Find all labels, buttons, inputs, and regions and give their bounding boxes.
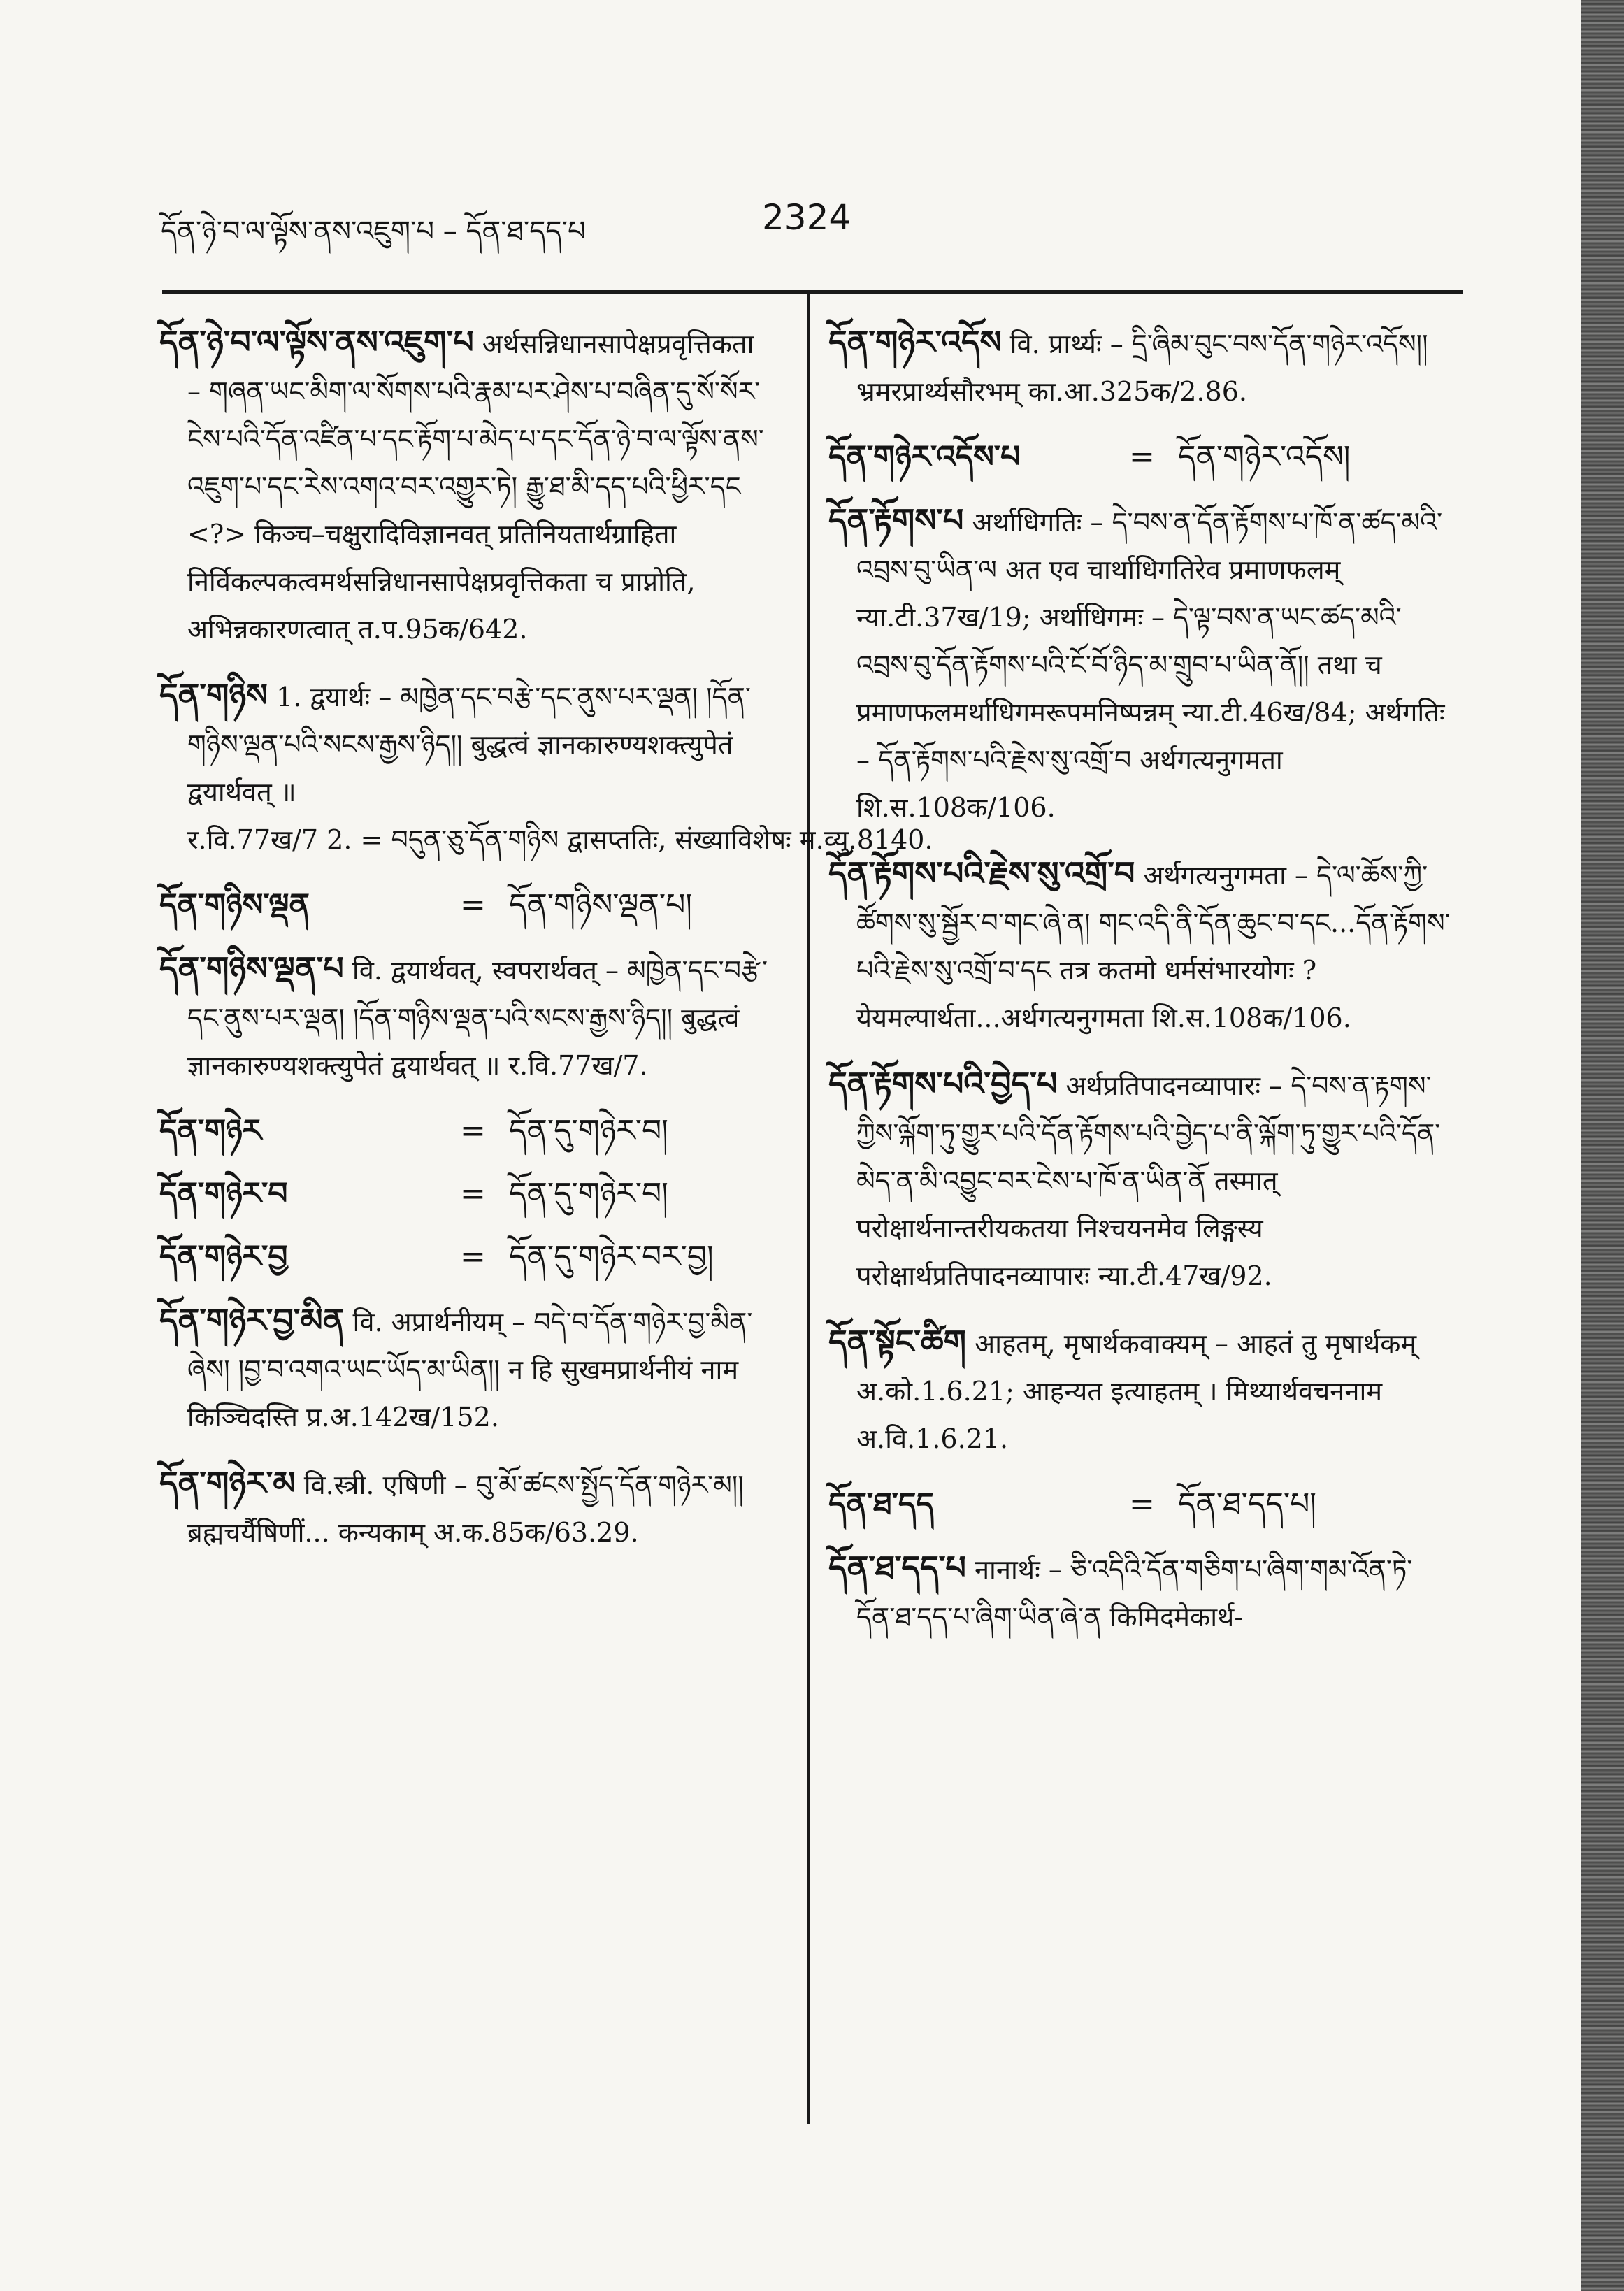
cross-reference-entry (828, 1481, 1451, 1528)
dictionary-entry (828, 1544, 1451, 1641)
entry-reference: प्र.अ.142ख/152. (306, 1402, 499, 1432)
entry-reference: र.वि.77ख/7. (508, 1050, 648, 1081)
equals-sign: = (460, 1239, 486, 1274)
entry-headword: དོན་གཉེར་མ (159, 1464, 296, 1502)
dictionary-entry (828, 849, 1451, 1042)
xref-target: དོན་དུ་གཉེར་བར་བྱ། (509, 1239, 714, 1274)
xref-target: དོན་ཐ་དད་པ། (1178, 1486, 1317, 1522)
equals-sign: = (460, 887, 486, 923)
entry-text: वि. अप्रार्थनीयम् – བདེ་བ་དོན་གཉེར་བྱ་མིན་ཞེས། །བྱ་བ་འགའ་ཡང་ཡོད་མ་ཡིན།། न हि सुखमप्रार्थनीयं नाम किञ्चिदस्ति (187, 1307, 753, 1432)
entry-text: वि.स्त्री. एषिणी – བུ་མོ་ཚངས་སྤྱོད་དོན་གཉེར་མ།། ब्रह्मचर्यैषिणीं... कन्यकाम् (187, 1470, 744, 1548)
dictionary-entry (828, 318, 1451, 415)
entry-text: अर्थसन्निधानसापेक्षप्रवृत्तिकता – གཞན་ཡང་མིག་ལ་སོགས་པའི་རྣམ་པར་ཤེས་པ་བཞིན་དུ་སོ་སོར་ངེས་པའི་དོན་འཛིན་པ་དང་རྟོག་པ་མེད་པ་དང་དོན་ཉེ་བ་ལ་ལྟོས་ནས་འཇུག་པ་དང་རེས་འགའ་བར་འགྱུར་ཏེ། རྒྱུ་ཐ་མི་དད་པའི་ཕྱིར་དང <?> किञ्च–चक्षुरादिविज्ञानवत् प्रतिनियतार्थग्राहिता निर्विकल्पकत्वमर्थसन्निधानसापेक्षप्रवृत्तिकता च प्राप्नोति, अभिन्नकारणत्वात् (187, 329, 764, 645)
cross-reference-entry (159, 1107, 775, 1155)
entry-headword: དོན་ཐ་དད་པ (828, 1549, 966, 1586)
entry-headword: དོན་གཉེར་བྱ (159, 1239, 288, 1274)
cross-reference-entry (159, 1233, 775, 1281)
entry-reference: न्या.टी.47ख/92. (1098, 1261, 1272, 1291)
entry-reference: त.प.95क/642. (358, 614, 528, 645)
dictionary-entry (828, 496, 1451, 831)
xref-target: དོན་དུ་གཉེར་བ། (509, 1176, 668, 1212)
entry-headword: དོན་རྟོགས་པའི་རྗེས་སུ་འགྲོ་བ (828, 854, 1135, 892)
dictionary-entry (159, 318, 775, 653)
dictionary-entry (159, 1459, 775, 1556)
entry-headword: དོན་རྟོགས་པའི་བྱེད་པ (828, 1065, 1058, 1103)
right-column (828, 318, 1451, 1659)
entry-headword: དོན་ཉེ་བ་ལ་ལྟོས་ནས་འཇུག་པ (159, 323, 474, 361)
entry-headword: དོན་སྟོང་ཚིག (828, 1323, 967, 1360)
dictionary-entry (159, 1296, 775, 1441)
entry-headword: དོན་གཉིས་ལྡན་པ (159, 949, 344, 987)
entry-text: अर्थाधिगतिः – དེ་བས་ན་དོན་རྟོགས་པ་ཁོ་ན་ཚད་མའི་འབྲས་བུ་ཡིན་ལ अत एव चार्थाधिगतिरेव प्रमाणफलम् न्या.टी.37ख/19; अर्थाधिगमः – དེ་ལྟ་བས་ན་ཡང་ཚད་མའི་འབྲས་བུ་དོན་རྟོགས་པའི་ངོ་བོ་ཉིད་མ་གྲུབ་པ་ཡིན་ནོ།། तथा च प्रमाणफलमर्थाधिगमरूपमनिष्पन्नम् न्या.टी.46ख/84; अर्थगतिः – དོན་རྟོགས་པའི་རྗེས་སུ་འགྲོ་བ अर्थगत्यनुगमता (856, 507, 1445, 775)
cross-reference-entry (159, 882, 775, 929)
entry-headword: དོན་རྟོགས་པ (828, 501, 964, 539)
entry-text: अर्थप्रतिपादनव्यापारः – དེ་བས་ན་རྟགས་ཀྱིས་ལྐོག་ཏུ་གྱུར་པའི་དོན་རྟོགས་པའི་བྱེད་པ་ནི་ལྐོག་ཏུ་གྱུར་པའི་དོན་མེད་ན་མི་འབྱུང་བར་ངེས་པ་ཁོ་ན་ཡིན་ནོ तस्मात् परोक्षार्थनान्तरीयकतया निश्चयनमेव लिङ्गस्य परोक्षार्थप्रतिपादनव्यापारः (856, 1070, 1441, 1291)
equals-sign: = (1129, 1486, 1155, 1522)
entry-text: वि. प्रार्थ्यः – དྲི་ཞིམ་བུང་བས་དོན་གཉེར་འདོས།། भ्रमरप्रार्थ्यसौरभम् (856, 329, 1428, 407)
column-divider (807, 292, 810, 2124)
entry-text: वि. द्वयार्थवत्, स्वपरार्थवत् – མཁྱེན་དང་བརྩེ་དང་ནུས་པར་ལྡན། །དོན་གཉིས་ལྡན་པའི་སངས་རྒྱས་ཉིད།། बुद्धत्वं ज्ञानकारुण्यशक्त्युपेतं द्वयार्थवत् ॥ (187, 955, 768, 1081)
header-rule (162, 290, 1463, 294)
entry-reference: र.वि.77ख/7 2. = བདུན་ཅུ་དོན་གཉིས द्वासप्ततिः, संख्याविशेषः म.व्यु.8140. (187, 824, 933, 855)
entry-reference: शि.स.108क/106. (1152, 1003, 1351, 1033)
equals-sign: = (460, 1176, 486, 1212)
entry-reference: शि.स.108क/106. (856, 792, 1056, 823)
entry-text: नानार्थः – ཅི་འདིའི་དོན་གཅིག་པ་ཞིག་གམ་འོན་ཏེ་དོན་ཐ་དད་པ་ཞིག་ཡིན་ཞེ་ན किमिदमेकार्थ- (856, 1554, 1413, 1632)
dictionary-entry (828, 1318, 1451, 1463)
equals-sign: = (460, 1113, 486, 1149)
entry-headword: དོན་ཐ་དད (828, 1486, 934, 1522)
xref-target: དོན་གཉེར་འདོས། (1178, 439, 1351, 475)
entry-headword: དོན་གཉིས (159, 676, 268, 714)
scan-edge (1581, 0, 1624, 2291)
equals-sign: = (1129, 439, 1155, 475)
entry-headword: དོན་གཉིས་ལྡན (159, 887, 310, 923)
entry-reference: अ.क.85क/63.29. (433, 1517, 639, 1548)
entry-headword: དོན་གཉེར་འདོས་པ (828, 439, 1021, 475)
entry-headword: དོན་གཉེར་འདོས (828, 323, 1002, 361)
dictionary-entry (828, 1060, 1451, 1300)
running-head: དོན་ཉེ་བ་ལ་ལྟོས་ནས་འཇུག་པ – དོན་ཐ་དད་པ (161, 215, 586, 247)
dictionary-entry (159, 671, 933, 863)
entry-headword: དོན་གཉེར་བ (159, 1176, 288, 1212)
entry-text: अर्थगत्यनुगमता – དེ་ལ་ཆོས་ཀྱི་ཚོགས་སུ་སྦྱོར་བ་གང་ཞེ་ན། གང་འདི་ནི་དོན་ཆུང་བ་དང...དོན་རྟོགས་པའི་རྗེས་སུ་འགྲོ་བ་དང तत्र कतमो धर्मसंभारयोगः ? येयमल्पार्थता...अर्थगत्यनुगमता (856, 860, 1451, 1033)
xref-target: དོན་དུ་གཉེར་བ། (509, 1113, 668, 1149)
entry-headword: དོན་གཉེར་བྱ་མིན (159, 1301, 345, 1339)
xref-target: དོན་གཉིས་ལྡན་པ། (509, 887, 693, 923)
cross-reference-entry (828, 433, 1451, 481)
cross-reference-entry (159, 1170, 775, 1218)
dictionary-entry (159, 945, 775, 1089)
entry-reference: का.आ.325क/2.86. (1028, 376, 1247, 407)
entry-reference: अ.वि.1.6.21. (856, 1423, 1009, 1454)
entry-text: आहतम्, मृषार्थकवाक्यम् – आहतं तु मृषार्थकम् अ.को.1.6.21; आहन्यत इत्याहतम् । मिथ्यार्थवचननाम (856, 1328, 1417, 1407)
entry-headword: དོན་གཉེར (159, 1113, 261, 1149)
page-number: 2324 (762, 197, 851, 238)
entry-text: 1. द्वयार्थः – མཁྱེན་དང་བརྩེ་དང་ནུས་པར་ལྡན། །དོན་གཉིས་ལྡན་པའི་སངས་རྒྱས་ཉིད།། बुद्धत्वं ज्ञानकारुण्यशक्त्युपेतं द्वयार्थवत् ॥ (187, 682, 751, 807)
